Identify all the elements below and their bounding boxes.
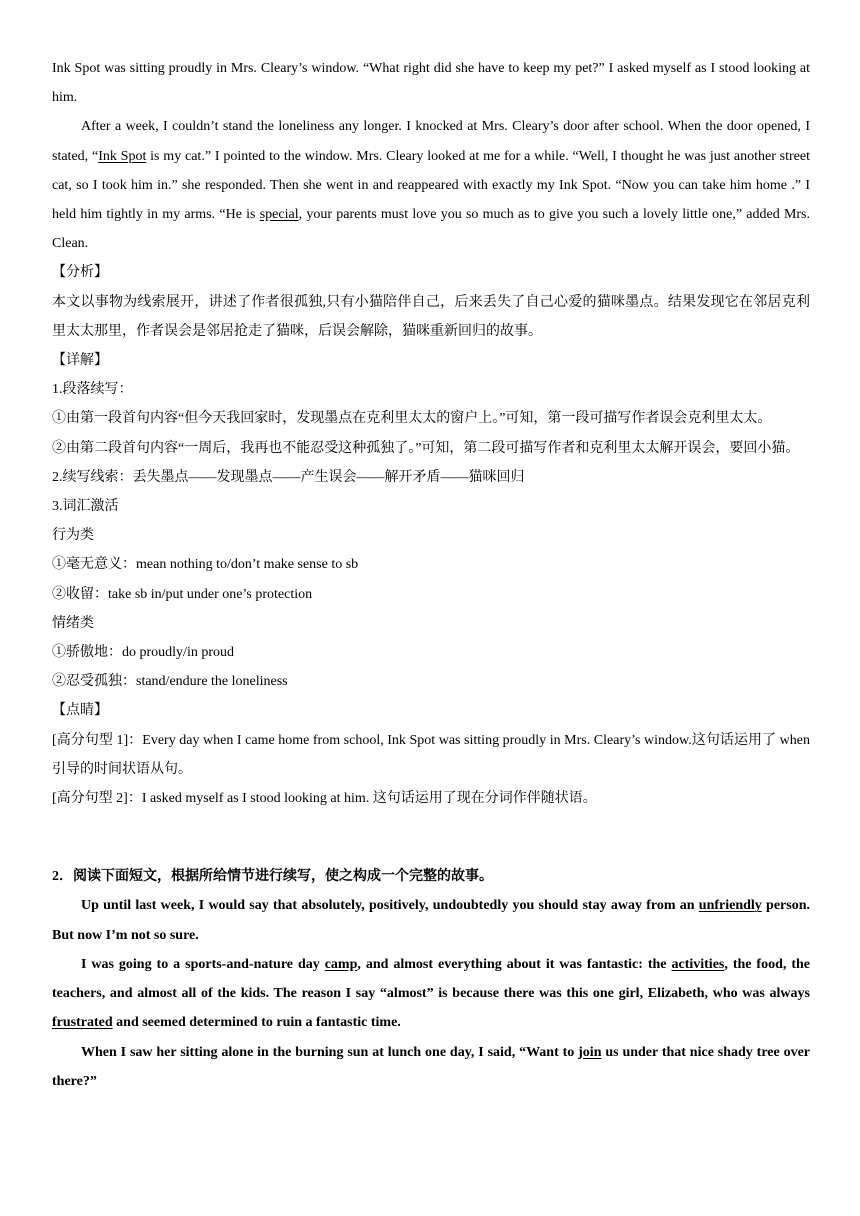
q2-p1-text-a: Up until last week, I would say that absolutely, positively, undoubtedly you should stay away from an [81,898,699,914]
details-item2: 2.续写线索：丢失墨点——发现墨点——产生误会——解开矛盾——猫咪回归 [52,469,525,485]
vocab-emotion-item2: ②忍受孤独：stand/endure the loneliness [52,674,288,690]
vocab-category-emotion: 情绪类 [52,615,94,631]
underlined-word-unfriendly: unfriendly [698,898,762,914]
vocab-behavior-item2: ②收留：take sb in/put under one’s protection [52,586,313,602]
underlined-word-ink-spot: Ink Spot [98,148,147,164]
vocab-emotion-item1: ①骄傲地：do proudly/in proud [52,645,234,661]
passage1-para2-text-b: is my cat.” I pointed to the window. Mrs. Cleary looked at me for a while. “Well, I thought he was just another street cat, so I took him in.” she responded. Then she went in and reappeared with exactly my Ink Spot. “Now you can take him home .” I held him tightly in my arms. “He is [52,148,810,223]
highlights-heading: 【点睛】 [52,703,108,719]
passage1-para1-text: Ink Spot was sitting proudly in Mrs. Cleary’s window. “What right did she have to keep my pet?” I asked myself as I stood looking at him. [52,61,810,106]
underlined-word-camp: camp [324,956,358,972]
q2-p2-text-a: I was going to a sports-and-nature day [81,956,325,972]
underlined-word-join: join [578,1044,602,1060]
underlined-word-activities: activities [671,956,725,972]
details-item1-a: ①由第一段首句内容“但今天我回家时，发现墨点在克利里太太的窗户上。”可知，第一段可描写作者误会克利里太太。 [52,411,772,427]
section-spacer [52,813,810,862]
underlined-word-frustrated: frustrated [52,1015,113,1031]
passage1-para2-text-a: After a week, I couldn’t stand the loneliness any longer. I knocked at Mrs. Cleary’s door after school. When the door opened, I stated, “ [52,119,810,164]
highlight-sentence-1: [高分句型 1]：Every day when I came home from school, Ink Spot was sitting proudly in Mrs. Cleary’s window.这句话运用了 when 引导的时间状语从句。 [52,732,810,777]
analysis-heading: 【分析】 [52,265,108,281]
vocab-category-behavior: 行为类 [52,528,94,544]
underlined-word-special: special [259,207,299,223]
details-item1-title: 1.段落续写： [52,382,133,398]
passage1-paragraph1 [52,54,810,112]
highlight-sentence-2: [高分句型 2]：I asked myself as I stood looking at him. 这句话运用了现在分词作伴随状语。 [52,791,597,807]
question2-paragraph1 [52,891,810,949]
details-heading: 【详解】 [52,353,108,369]
question2-paragraph3 [52,1038,810,1096]
q2-p1-text-b: person. But now I’m not so sure. [52,898,810,943]
q2-p3-text-a: When I saw her sitting alone in the burning sun at lunch one day, I said, “Want to [81,1044,579,1060]
question2-title: 2．阅读下面短文，根据所给情节进行续写，使之构成一个完整的故事。 [52,869,493,885]
q2-p2-text-d: and seemed determined to ruin a fantastic time. [112,1015,401,1031]
document-page [52,54,810,1096]
q2-p2-text-b: , and almost everything about it was fantastic: the [357,956,672,972]
details-item3-title: 3.词汇激活 [52,499,119,515]
passage1-paragraph2 [52,112,810,258]
question2-paragraph2 [52,950,810,1038]
vocab-behavior-item1: ①毫无意义：mean nothing to/don’t make sense to sb [52,557,359,573]
analysis-text: 本文以事物为线索展开，讲述了作者很孤独,只有小猫陪伴自己，后来丢失了自己心爱的猫咪墨点。结果发现它在邻居克利里太太那里，作者误会是邻居抢走了猫咪，后误会解除，猫咪重新回归的故事。 [52,294,810,339]
passage1-para2-text-c: , your parents must love you so much as to give you such a lovely little one,” added Mrs. Clean. [52,207,810,252]
q2-p2-text-c: , the food, the teachers, and almost all of the kids. The reason I say “almost” is because there was this one girl, Elizabeth, who was always [52,956,811,1002]
q2-p3-text-b: us under that nice shady tree over there?” [52,1044,810,1089]
details-item1-b: ②由第二段首句内容“一周后，我再也不能忍受这种孤独了。”可知，第二段可描写作者和克利里太太解开误会，要回小猫。 [52,440,800,456]
